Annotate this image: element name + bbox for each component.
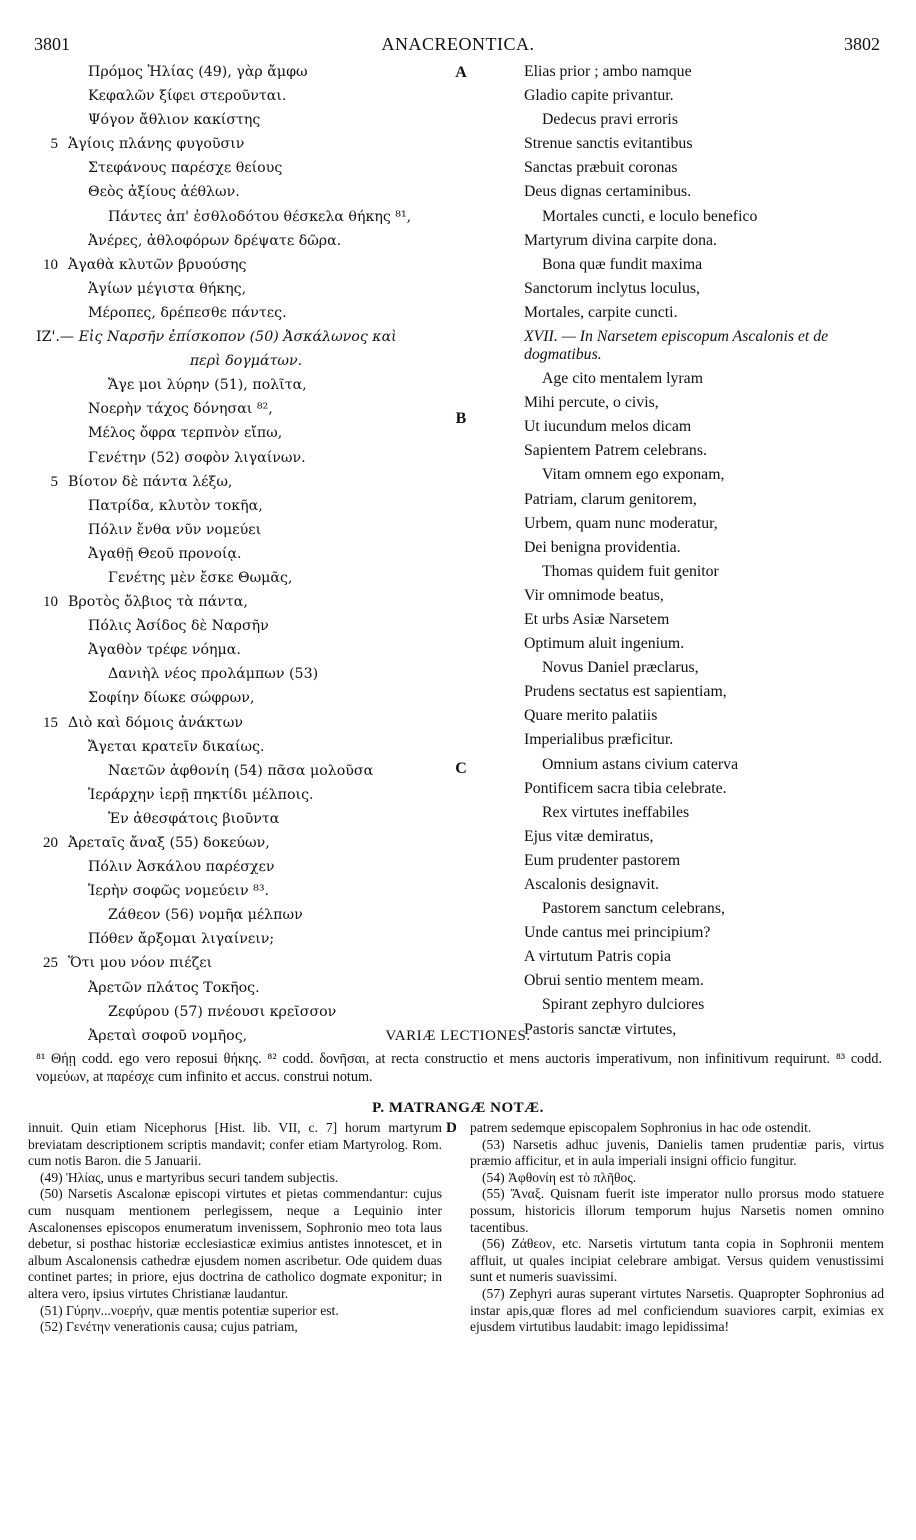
greek-verse-line <box>36 976 456 1000</box>
greek-verse-line <box>36 156 456 180</box>
verse-text: Ἀγαθὸν τρέφε νόημα. <box>88 642 241 659</box>
greek-verse-line <box>36 542 456 566</box>
greek-verse-line <box>36 229 456 253</box>
margin-mark-b: B <box>455 410 467 427</box>
verse-number: 25 <box>43 955 58 972</box>
latin-verse-line: Vir omnimode beatus, <box>524 586 664 604</box>
latin-verse-line: Thomas quidem fuit genitor <box>542 562 719 580</box>
verse-text: Κεφαλῶν ξίφει στεροῦνται. <box>88 88 287 105</box>
verse-text: Ἀρεταὶ σοφοῦ νομῆος, <box>88 1027 248 1044</box>
latin-verse-line: Ut iucundum melos dicam <box>524 418 692 436</box>
greek-verse-line <box>36 325 456 349</box>
verse-text: Πόλις Ἀσίδος δὲ Ναρσῆν <box>88 618 269 635</box>
running-title: ANACREONTICA. <box>381 34 535 54</box>
verse-text: Ζεφύρου (57) πνέουσι κρεῖσσον <box>108 1003 337 1020</box>
verse-text: Ἄγεται κρατεῖν δικαίως. <box>88 738 265 755</box>
margin-mark-d: D <box>446 1120 457 1136</box>
latin-column <box>524 60 884 1042</box>
verse-text: Πάντες ἀπ' ἐσθλοδότου θέσκελα θήκης ⁸¹, <box>108 208 412 225</box>
latin-verse-line: Martyrum divina carpite dona. <box>524 231 718 249</box>
verse-text: Σοφίην δίωκε σώφρων, <box>88 690 255 707</box>
latin-verse-line: Omnium astans civium caterva <box>542 755 739 773</box>
greek-verse-line <box>36 951 456 975</box>
greek-verse-line <box>36 421 456 445</box>
notae-heading: P. MATRANGÆ NOTÆ. <box>372 1100 544 1116</box>
verse-text: Δανιὴλ νέος προλάμπων (53) <box>108 666 319 683</box>
verse-text: Ναετῶν ἀφθονίη (54) πᾶσα μολοῦσα <box>108 762 374 779</box>
greek-verse-line <box>36 349 456 373</box>
latin-verse-line: Et urbs Asiæ Narsetem <box>524 610 670 628</box>
latin-verse-line: Imperialibus præficitur. <box>524 731 674 749</box>
latin-verse-line: Eum prudenter pastorem <box>524 851 681 869</box>
greek-verse-line <box>36 614 456 638</box>
note-paragraph: (55) Ἄναξ. Quisnam fuerit iste imperator nullo prorsus modo statuere possum, historicis illorum temporum hujus Narsetis nomen omnino tacentibus. <box>470 1186 884 1235</box>
verse-text: Μέλος ὄφρα τερπνὸν εἴπω, <box>88 425 283 442</box>
verse-number: 15 <box>43 714 58 731</box>
verse-text: Ἱερὴν σοφῶς νομεύειν ⁸³. <box>88 883 270 900</box>
verse-text: Ἐν ἀθεσφάτοις βιοῦντα <box>108 810 280 827</box>
latin-verse-line: Ejus vitæ demiratus, <box>524 827 654 845</box>
verse-number: 5 <box>50 136 58 153</box>
latin-verse-line: Dedecus pravi erroris <box>542 111 678 129</box>
margin-mark-a: A <box>455 64 467 81</box>
verse-text: Μέροπες, δρέπεσθε πάντες. <box>88 304 287 321</box>
greek-column <box>36 60 456 1048</box>
greek-verse-line <box>36 855 456 879</box>
greek-verse-line <box>36 735 456 759</box>
greek-verse-line <box>36 903 456 927</box>
greek-verse-line <box>36 180 456 204</box>
latin-verse-line: Age cito mentalem lyram <box>542 370 703 388</box>
variae-lectiones-heading: VARIÆ LECTIONES. <box>385 1028 531 1044</box>
verse-text: Διὸ καὶ δόμοις ἀνάκτων <box>68 714 243 731</box>
verse-text: Νοερὴν τάχος δόνησαι ⁸², <box>88 401 273 418</box>
page-number-left: 3801 <box>34 34 70 54</box>
verse-text: Πρόμος Ἠλίας (49), γὰρ ἄμφω <box>88 64 308 80</box>
verse-text: Ὅτι μου νόον πιέζει <box>68 955 213 972</box>
verse-text: Ἱεράρχην ἱερῇ πηκτίδι μέλποις. <box>88 786 314 803</box>
greek-verse-line <box>36 927 456 951</box>
page-number-right: 3802 <box>844 34 880 54</box>
greek-verse-line <box>36 686 456 710</box>
latin-verse-line: Spirant zephyro dulciores <box>542 996 705 1014</box>
verse-text: Πατρίδα, κλυτὸν τοκῆα, <box>88 497 263 514</box>
verse-text: Γενέτης μὲν ἔσκε Θωμᾶς, <box>108 569 293 586</box>
note-paragraph: (53) Narsetis adhuc juvenis, Danielis tamen prudentiæ paris, virtus præmio afficitur, et in aula imperiali insigni officio fungitur. <box>470 1136 884 1169</box>
greek-verse-line <box>36 132 456 156</box>
note-paragraph: (57) Zephyri auras superant virtutes Narsetis. Quapropter Sophronius ad instar apis,quæ flores ad mel conficiendum suaviores carpit, eximias ex ejusdem virtutibus laudabit: imago lepidissima! <box>470 1285 884 1335</box>
greek-verse-line <box>36 879 456 903</box>
latin-verse-line: Bona quæ fundit maxima <box>542 255 703 273</box>
verse-text: Πόλιν ἔνθα νῦν νομεύει <box>88 521 262 538</box>
greek-verse-line <box>36 301 456 325</box>
note-paragraph: (56) Ζάθεον, etc. Narsetis virtutum tanta copia in Sophronii mentem affluit, ut quales incipiat celebrare ambigat. Versus quidem venustissimi sunt et numeris suavissimi. <box>470 1236 884 1285</box>
verse-number: 10 <box>43 256 58 273</box>
verse-text: Ζάθεον (56) νομῆα μέλπων <box>108 907 303 924</box>
verse-number: 20 <box>43 835 58 851</box>
latin-verse-line: Pastoris sanctæ virtutes, <box>524 1020 677 1038</box>
verse-text: Ἁγίων μέγιστα θήκης, <box>88 280 247 297</box>
latin-verse-line: XVII. — In Narsetem episcopum Ascalonis et de dogmatibus. <box>524 328 829 364</box>
greek-verse-line <box>36 590 456 614</box>
section-number: ΙΖ'.— <box>36 329 79 346</box>
latin-verse-line: Patriam, clarum genitorem, <box>524 490 697 508</box>
latin-verse-line: Quare merito palatiis <box>524 707 658 725</box>
latin-verse-line: Novus Daniel præclarus, <box>542 659 699 677</box>
greek-verse-line <box>36 60 456 84</box>
greek-verse-line <box>36 494 456 518</box>
note-paragraph: innuit. Quin etiam Nicephorus [Hist. lib. VII, c. 7] horum martyrum breviatam descriptionem scriptis mandavit; confer etiam Martyrolog. Rom. cum notis Baron. die 5 Januarii. <box>28 1120 442 1169</box>
greek-verse-line <box>36 397 456 421</box>
verse-text: Ἀρεταῖς ἄναξ (55) δοκεύων, <box>68 835 270 851</box>
latin-verse-line: Mortales, carpite cuncti. <box>524 303 678 321</box>
verse-text: Ἀνέρες, ἀθλοφόρων δρέψατε δῶρα. <box>88 232 342 249</box>
latin-verse-line: Dei benigna providentia. <box>524 538 681 556</box>
verse-number: 5 <box>50 473 58 490</box>
latin-verse-line: A virtutum Patris copia <box>524 948 671 966</box>
greek-verse-line <box>36 277 456 301</box>
verse-text: Ἀγαθὰ κλυτῶν βρυούσης <box>68 256 247 273</box>
latin-verse-line: Rex virtutes ineffabiles <box>542 803 690 821</box>
greek-verse-line <box>36 446 456 470</box>
latin-verse-line: Optimum aluit ingenium. <box>524 635 685 653</box>
section-title-cont: περὶ δογμάτων. <box>189 353 303 370</box>
latin-verse-line: Mortales cuncti, e loculo benefico <box>542 207 758 225</box>
verse-text: Βίοτον δὲ πάντα λέξω, <box>68 473 233 490</box>
greek-verse-line <box>36 566 456 590</box>
note-paragraph: (50) Narsetis Ascalonæ episcopi virtutes et pietas commendantur: cujus cum nusquam mentionem perlegissem, neque a Lequinio inter Ascalonenses episcopos enumeratum invenissem, Sophronio meo tota laus debetur, si posthac historiæ ecclesiasticæ eximius antistes innotescet, et in album Ascalonensis cathedræ ejusdem nomen ascribetur. Ode quidem duas continet partes; in priore, ejus doctrina de catholico dogmate exponitur; in altera vero, ipsius virtutes Christianæ laudantur. <box>28 1186 442 1301</box>
greek-verse-line <box>36 518 456 542</box>
page-header <box>0 34 916 58</box>
verse-text: Στεφάνους παρέσχε θείους <box>88 160 283 177</box>
latin-verse-line: Urbem, quam nunc moderatur, <box>524 514 718 532</box>
note-paragraph: (52) Γενέτην venerationis causa; cujus patriam, <box>40 1319 298 1335</box>
greek-verse-line <box>36 711 456 735</box>
greek-verse-line <box>36 783 456 807</box>
verse-text: Ἁγίοις πλάνης φυγοῦσιν <box>68 136 245 153</box>
latin-verse-line: Gladio capite privantur. <box>524 87 674 105</box>
verse-text: Πόλιν Ἀσκάλου παρέσχεν <box>88 859 275 876</box>
latin-verse-line: Elias prior ; ambo namque <box>524 63 692 80</box>
verse-text: Ἄγε μοι λύρην (51), πολῖτα, <box>108 377 307 394</box>
greek-verse-line <box>36 470 456 494</box>
notae-right-column <box>470 1120 884 1336</box>
margin-mark-c: C <box>455 760 467 777</box>
verse-text: Ἀρετῶν πλάτος Τοκῆος. <box>88 979 260 996</box>
latin-verse-line: Pastorem sanctum celebrans, <box>542 900 725 918</box>
variae-lectiones-text: ⁸¹ Θήῃ codd. ego vero reposui θήκης. ⁸² codd. δονῆσαι, at recta constructio et mens auctoris imperativum, non infinitivum requirunt. ⁸³ codd. νομεύων, at παρέσχε cum infinito et accus. construi notum. <box>36 1051 882 1085</box>
greek-verse-line <box>36 108 456 132</box>
greek-verse-line <box>36 84 456 108</box>
verse-text: Γενέτην (52) σοφὸν λιγαίνων. <box>88 449 306 466</box>
latin-verse-line: Mihi percute, o civis, <box>524 394 659 412</box>
latin-verse-line: Pontificem sacra tibia celebrate. <box>524 779 727 797</box>
verse-text: Ἀγαθῇ Θεοῦ προνοίᾳ. <box>88 545 242 562</box>
latin-verse-line: Unde cantus mei principium? <box>524 924 711 942</box>
greek-verse-line <box>36 205 456 229</box>
verse-text: Βροτὸς ὄλβιος τὰ πάντα, <box>68 594 248 611</box>
greek-verse-line <box>36 831 456 855</box>
latin-verse-line: Strenue sanctis evitantibus <box>524 135 693 153</box>
section-title: Εἰς Ναρσῆν ἐπίσκοπον (50) Ἀσκάλωνος καὶ <box>78 329 397 346</box>
verse-text: Ψόγον ἄθλιον κακίστης <box>88 112 261 129</box>
note-paragraph: (51) Γύρην...νοερήν, quæ mentis potentiæ superior est. <box>40 1302 339 1318</box>
greek-verse-line <box>36 373 456 397</box>
latin-verse-line: Ascalonis designavit. <box>524 876 660 893</box>
verse-text: Πόθεν ἄρξομαι λιγαίνειν; <box>88 931 275 948</box>
latin-verse-line: Sanctas præbuit coronas <box>524 159 678 177</box>
note-paragraph: patrem sedemque episcopalem Sophronius in hac ode ostendit. <box>470 1120 812 1135</box>
verse-text: Θεὸς ἀξίους ἀέθλων. <box>88 184 240 201</box>
verse-number: 10 <box>43 594 58 611</box>
latin-verse-line: Prudens sectatus est sapientiam, <box>524 683 727 701</box>
note-paragraph: (54) Ἀφθονίη est τὸ πλῆθος. <box>482 1169 637 1185</box>
greek-verse-line <box>36 759 456 783</box>
latin-verse-line: Obrui sentio mentem meam. <box>524 972 704 990</box>
latin-verse-line: Sapientem Patrem celebrans. <box>524 442 707 460</box>
latin-verse-line: Sanctorum inclytus loculus, <box>524 279 700 297</box>
note-paragraph: (49) Ἠλίας, unus e martyribus securi tandem subjectis. <box>40 1169 339 1185</box>
greek-verse-line <box>36 807 456 831</box>
latin-verse-line: Deus dignas certaminibus. <box>524 183 692 201</box>
greek-verse-line <box>36 638 456 662</box>
greek-verse-line <box>36 662 456 686</box>
greek-verse-line <box>36 1000 456 1024</box>
latin-verse-line: Vitam omnem ego exponam, <box>542 466 725 484</box>
greek-verse-line <box>36 253 456 277</box>
notae-left-column <box>28 1120 442 1336</box>
